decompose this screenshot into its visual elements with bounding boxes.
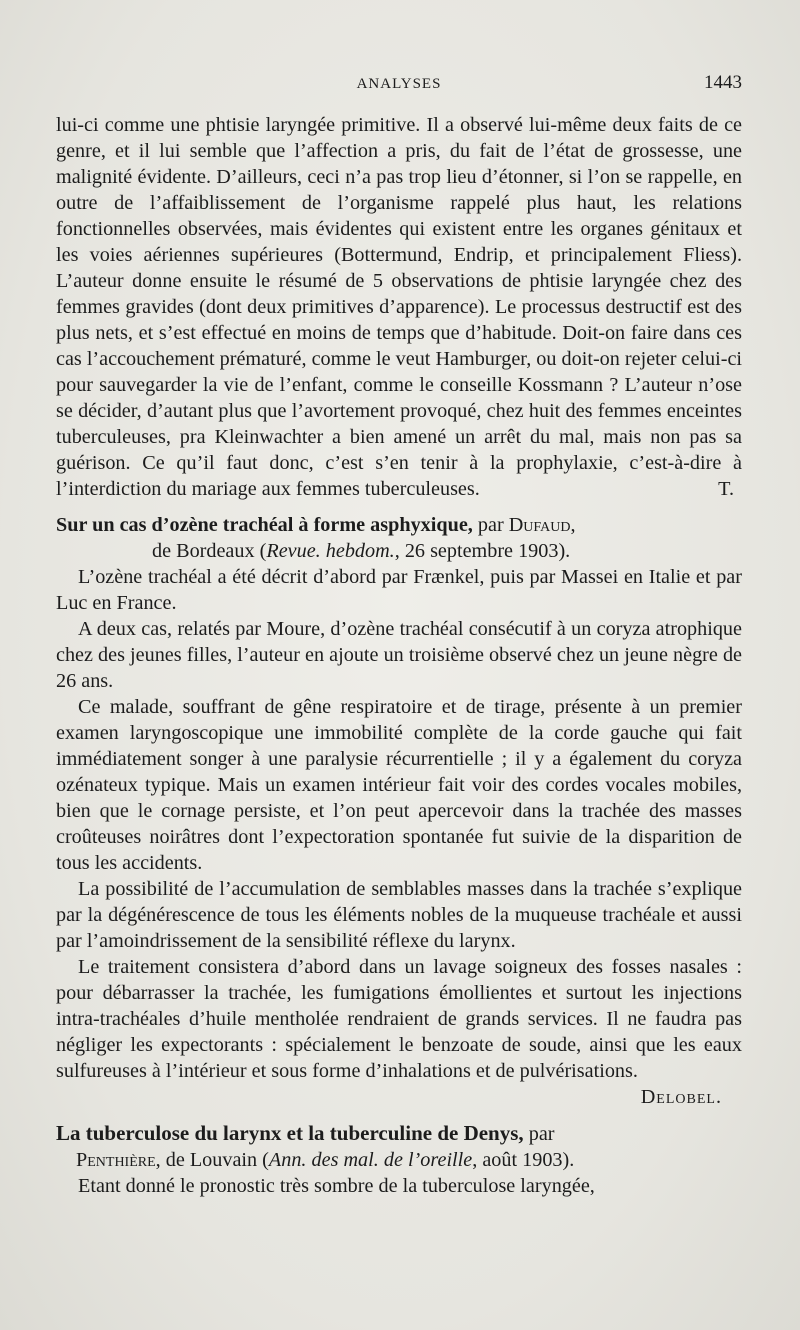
page-body <box>56 112 742 1199</box>
running-head <box>56 72 742 112</box>
article2-paragraph: Ce malade, souffrant de gêne respiratoire et de tirage, présente à un premier examen laryngoscopique une immobilité complète de la corde gauche qui fait immédiatement songer à une paralysie récurrentielle ; il y a également du coryza ozénateux typique. Mais un examen intérieur fait voir des cordes vocales mobiles, bien que le cornage persiste, et l’on peut apercevoir dans la trachée des masses croûteuses noirâtres dont l’expectoration spontanée fut suivie de la disparition de tous les accidents. <box>56 696 742 874</box>
article2-title: Sur un cas d’ozène trachéal à forme asphyxique, <box>56 514 473 536</box>
article3-journal: Ann. des mal. de l’oreille <box>268 1149 473 1171</box>
article3-first-line: Etant donné le pronostic très sombre de la tuberculose laryngée, <box>78 1175 595 1197</box>
article3-author: Penthière, <box>76 1149 161 1171</box>
article1-signature: T. <box>718 478 734 500</box>
article2-by: par <box>472 514 509 536</box>
article2-paragraph: Le traitement consistera d’abord dans un lavage soigneux des fosses nasales : pour débarrasser la trachée, les fumigations émollientes et surtout les injections intra-trachéales d’huile mentholée rendraient de grands services. Il ne faudra pas négliger les expectorants : spécialement le benzoate de soude, ainsi que les eaux sulfureuses à l’intérieur et sous forme d’inhalations et de pulvérisations. <box>56 956 742 1082</box>
article1-text <box>56 112 742 502</box>
article2-author: Dufaud, <box>508 514 576 536</box>
article3-date: , août 1903). <box>472 1149 575 1171</box>
article2-paragraph: A deux cas, relatés par Moure, d’ozène trachéal consécutif à un coryza atrophique chez des jeunes filles, l’auteur en ajoute un troisième observé chez un jeune nègre de 26 ans. <box>56 618 742 692</box>
article2-date: , 26 septembre 1903). <box>394 540 571 562</box>
article2-signature: Delobel. <box>640 1086 722 1108</box>
article3-source <box>56 1147 742 1173</box>
article2-paragraph: L’ozène trachéal a été décrit d’abord par Frænkel, puis par Massei en Italie et par Luc en France. <box>56 566 742 614</box>
article2-source <box>56 538 742 564</box>
running-head-title: ANALYSES <box>356 76 442 92</box>
article3-affil: de Louvain ( <box>160 1149 269 1171</box>
article1-body: lui-ci comme une phtisie laryngée primitive. Il a observé lui-même deux faits de ce genre, et il lui semble que l’affection a pris, du fait de l’état de grossesse, une malignité évidente. D’ailleurs, ceci n’a pas trop lieu d’étonner, si l’on se rappelle, en outre de l’affaiblissement de l’organisme rappelé plus haut, les relations fonctionnelles observées, mais évidentes qui existent entre les organes génitaux et les voies aériennes supérieures (Bottermund, Endrip, et principalement Fliess). L’auteur donne ensuite le résumé de 5 observations de phtisie laryngée chez des femmes gravides (dont deux primitives d’apparence). Le processus destructif est des plus nets, et s’est effectué en moins de temps que d’habitude. Doit-on faire dans ces cas l’accouchement prématuré, comme le veut Hamburger, ou doit-on rejeter celui-ci pour sauvegarder la vie de l’enfant, comme le conseille Kossmann ? L’auteur n’ose se décider, d’autant plus que l’avortement provoqué, chez huit des femmes enceintes tuberculeuses, pra Kleinwachter a bien amené un arrêt du mal, mais non pas sa guérison. Ce qu’il faut donc, c’est s’en tenir à la prophylaxie, c’est-à-dire à l’interdiction du mariage aux femmes tuberculeuses. <box>56 114 743 500</box>
article2-heading <box>56 512 742 564</box>
article3-title: La tuberculose du larynx et la tuberculine de Denys, <box>56 1121 524 1145</box>
article2-affil: de Bordeaux ( <box>152 540 267 562</box>
article3-by: par <box>523 1123 555 1145</box>
page-number: 1443 <box>704 72 742 93</box>
article3-heading <box>56 1120 742 1173</box>
article2-paragraph: La possibilité de l’accumulation de semblables masses dans la trachée s’explique par la dégénérescence de tous les éléments nobles de la muqueuse trachéale et aussi par l’amoindrissement de la sensibilité réflexe du larynx. <box>56 878 742 952</box>
article2-journal: Revue. hebdom. <box>266 540 395 562</box>
